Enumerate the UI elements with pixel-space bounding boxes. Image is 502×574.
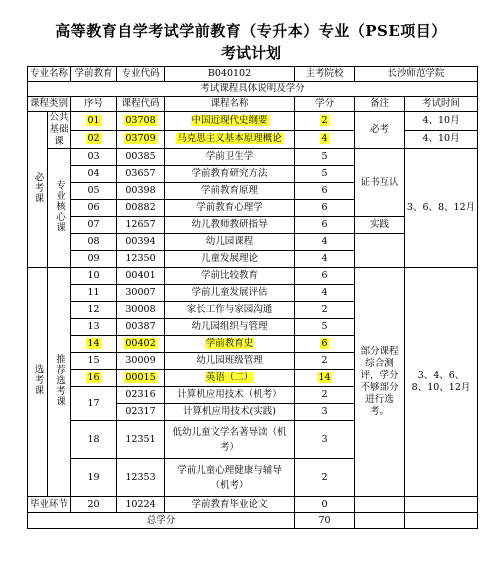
- row-credit: 5: [295, 319, 355, 336]
- row-credit: 2: [295, 302, 355, 319]
- group-graduation: 毕业环节: [28, 497, 71, 513]
- row-no: 12: [71, 302, 117, 319]
- row-credit: 6: [295, 183, 355, 200]
- exam-time-3: 3、6、8、12月: [405, 149, 478, 268]
- row-code: 10224: [117, 497, 165, 513]
- row-code: 30007: [117, 285, 165, 302]
- row-name: 幼儿园组织与管理: [165, 319, 295, 336]
- header-category: 课程类别: [28, 97, 71, 112]
- note-empty: [355, 497, 405, 513]
- row-code: 00882: [117, 200, 165, 217]
- row-code: 12350: [117, 251, 165, 268]
- section-title: 考试课程具体说明及学分: [28, 82, 478, 97]
- row-code: 00387: [117, 319, 165, 336]
- row-credit: 2: [295, 112, 355, 131]
- row-code: 03708: [117, 112, 165, 131]
- group-elective: 选考课: [28, 268, 48, 497]
- row-code: 02317: [117, 404, 165, 421]
- row-no: 19: [71, 459, 117, 497]
- table-row: [28, 112, 478, 131]
- row-code: 00394: [117, 234, 165, 251]
- row-no: 16: [71, 370, 117, 387]
- total-row: [28, 513, 478, 529]
- group-required: 必考课: [28, 112, 48, 268]
- row-code: 00015: [117, 370, 165, 387]
- row-no: 03: [71, 149, 117, 166]
- row-no: 04: [71, 166, 117, 183]
- header-code: 课程代码: [117, 97, 165, 112]
- exam-time-2: 4、10月: [405, 130, 478, 149]
- row-no: 20: [71, 497, 117, 513]
- major-label: 专业名称: [28, 67, 71, 82]
- row-code: 00402: [117, 336, 165, 353]
- row-no: 08: [71, 234, 117, 251]
- row-name: 幼儿教师教研指导: [165, 217, 295, 234]
- info-row: [28, 67, 478, 82]
- exam-time-4: 3、4、6、8、10、12月: [405, 268, 478, 497]
- row-name: 学前儿童心理健康与辅导（机考）: [165, 459, 295, 497]
- note-empty: [355, 513, 405, 529]
- row-credit: 2: [295, 353, 355, 370]
- row-name: 学前教育史: [165, 336, 295, 353]
- row-code: 03709: [117, 130, 165, 149]
- row-code: 12353: [117, 459, 165, 497]
- row-no: 01: [71, 112, 117, 131]
- row-name: 学前教育原理: [165, 183, 295, 200]
- header-note: 备注: [355, 97, 405, 112]
- row-credit: 6: [295, 336, 355, 353]
- row-name: 学前卫生学: [165, 149, 295, 166]
- code-label: 专业代码: [117, 67, 165, 82]
- row-name: 计算机应用技术（机考）: [165, 387, 295, 404]
- row-credit: 5: [295, 166, 355, 183]
- group-recommended: 推荐选考课: [48, 268, 71, 497]
- row-credit: 6: [295, 217, 355, 234]
- row-no: 09: [71, 251, 117, 268]
- row-code: 00401: [117, 268, 165, 285]
- row-credit: 14: [295, 370, 355, 387]
- row-code: 30008: [117, 302, 165, 319]
- row-credit: 2: [295, 459, 355, 497]
- exam-time-1: 4、10月: [405, 112, 478, 131]
- exam-plan-table: [27, 66, 478, 529]
- note-empty: [355, 234, 405, 268]
- document-title: 高等教育自学考试学前教育（专升本）专业（PSE项目）: [55, 22, 447, 40]
- row-no: 07: [71, 217, 117, 234]
- row-name: 学前教育毕业论文: [165, 497, 295, 513]
- note-elective: 部分课程综合测评，学分不够部分进行选考。: [355, 268, 405, 497]
- school-value: 长沙师范学院: [355, 67, 478, 82]
- row-name: 学前比较教育: [165, 268, 295, 285]
- row-name: 计算机应用技术(实践): [165, 404, 295, 421]
- row-name: 学前教育心理学: [165, 200, 295, 217]
- row-credit: 6: [295, 200, 355, 217]
- row-credit: 4: [295, 130, 355, 149]
- school-label: 主考院校: [295, 67, 355, 82]
- code-value: B040102: [165, 67, 295, 82]
- table-row: [28, 268, 478, 285]
- row-name: 英语（二）: [165, 370, 295, 387]
- major-value: 学前教育: [71, 67, 117, 82]
- table-row: [28, 149, 478, 166]
- row-name: 低幼儿童文学名著导读（机考）: [165, 421, 295, 459]
- note-cert: 证书互认: [355, 149, 405, 217]
- row-name: 幼儿园课程: [165, 234, 295, 251]
- row-credit: 5: [295, 149, 355, 166]
- row-code: 00385: [117, 149, 165, 166]
- row-code: 02316: [117, 387, 165, 404]
- header-row: [28, 97, 478, 112]
- header-no: 序号: [71, 97, 117, 112]
- row-no: 11: [71, 285, 117, 302]
- document-subtitle: 考试计划: [220, 44, 281, 62]
- row-no: 05: [71, 183, 117, 200]
- row-code: 30009: [117, 353, 165, 370]
- row-no: 17: [71, 387, 117, 421]
- row-name: 家长工作与家园沟通: [165, 302, 295, 319]
- row-code: 12351: [117, 421, 165, 459]
- row-credit: 2: [295, 387, 355, 404]
- row-name: 儿童发展理论: [165, 251, 295, 268]
- row-name: 马克思主义基本原理概论: [165, 130, 295, 149]
- row-no: 15: [71, 353, 117, 370]
- row-name: 学前儿童发展评估: [165, 285, 295, 302]
- row-no: 02: [71, 130, 117, 149]
- row-credit: 0: [295, 497, 355, 513]
- row-code: 00398: [117, 183, 165, 200]
- header-credit: 学分: [295, 97, 355, 112]
- total-label: 总学分: [28, 513, 295, 529]
- row-no: 13: [71, 319, 117, 336]
- row-credit: 4: [295, 234, 355, 251]
- row-credit: 4: [295, 285, 355, 302]
- total-credit: 70: [295, 513, 355, 529]
- time-empty: [405, 513, 478, 529]
- row-credit: 3: [295, 404, 355, 421]
- time-empty: [405, 497, 478, 513]
- group-core: 专业核心课: [48, 149, 71, 268]
- row-code: 03657: [117, 166, 165, 183]
- row-code: 12657: [117, 217, 165, 234]
- row-credit: 3: [295, 421, 355, 459]
- row-no: 06: [71, 200, 117, 217]
- graduation-row: [28, 497, 478, 513]
- section-row: [28, 82, 478, 97]
- row-no: 14: [71, 336, 117, 353]
- header-time: 考试时间: [405, 97, 478, 112]
- header-name: 课程名称: [165, 97, 295, 112]
- group-public: 公共基础课: [49, 112, 69, 147]
- row-name: 幼儿园班级管理: [165, 353, 295, 370]
- row-name: 中国近现代史纲要: [165, 112, 295, 131]
- table-row: [28, 130, 478, 149]
- row-no: 10: [71, 268, 117, 285]
- row-credit: 6: [295, 268, 355, 285]
- note-practice: 实践: [355, 217, 405, 234]
- row-credit: 4: [295, 251, 355, 268]
- row-no: 18: [71, 421, 117, 459]
- row-name: 学前教育研究方法: [165, 166, 295, 183]
- note-required-exam: 必考: [355, 112, 405, 149]
